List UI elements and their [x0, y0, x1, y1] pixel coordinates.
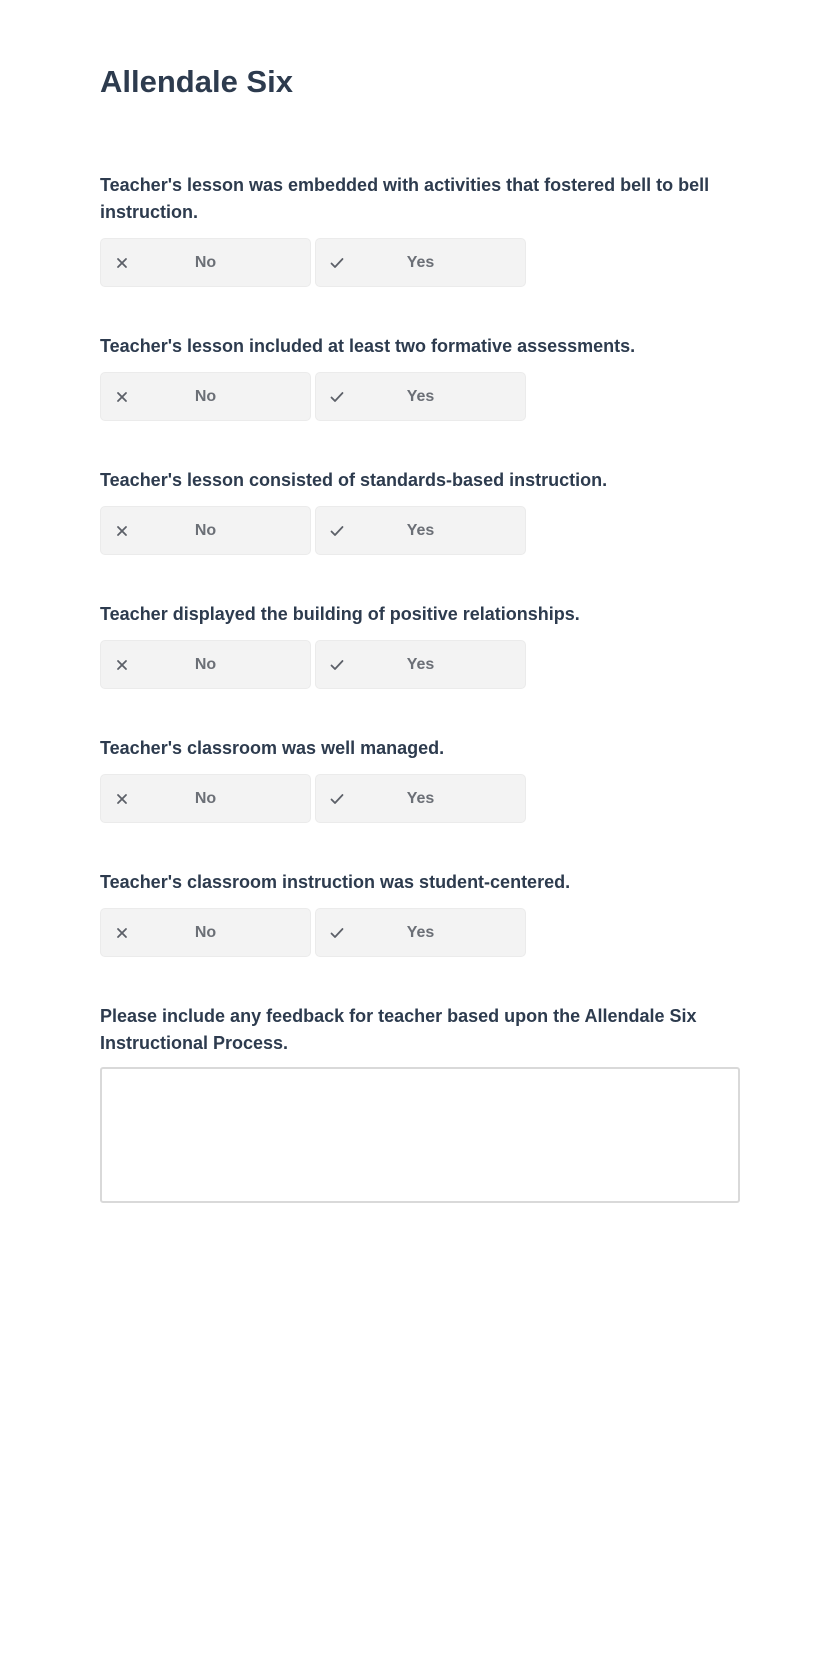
question-item: [100, 869, 740, 957]
question-item: [100, 172, 740, 287]
no-button[interactable]: [100, 372, 311, 421]
yes-label: Yes: [406, 387, 435, 405]
question-list: [100, 172, 740, 957]
answer-options: [100, 640, 740, 689]
yes-button[interactable]: [315, 640, 526, 689]
question-label: Teacher's lesson included at least two formative assessments.: [100, 336, 636, 356]
question-item: [100, 467, 740, 555]
answer-options: [100, 774, 740, 823]
question-item: [100, 601, 740, 689]
yes-button[interactable]: [315, 506, 526, 555]
question-item: [100, 735, 740, 823]
no-button[interactable]: [100, 774, 311, 823]
no-label: No: [194, 521, 217, 539]
no-button[interactable]: [100, 506, 311, 555]
no-label: No: [194, 253, 217, 271]
yes-label: Yes: [406, 655, 435, 673]
answer-options: [100, 506, 740, 555]
answer-options: [100, 238, 740, 287]
yes-label: Yes: [406, 923, 435, 941]
no-label: No: [194, 923, 217, 941]
no-label: No: [194, 789, 217, 807]
no-button[interactable]: [100, 908, 311, 957]
answer-options: [100, 372, 740, 421]
yes-button[interactable]: [315, 908, 526, 957]
no-button[interactable]: [100, 238, 311, 287]
feedback-label: Please include any feedback for teacher based upon the Allendale Six Instructional Process.: [100, 1006, 697, 1053]
yes-label: Yes: [406, 253, 435, 271]
form-page: [100, 0, 740, 1203]
answer-options: [100, 908, 740, 957]
feedback-textarea[interactable]: [100, 1067, 740, 1203]
yes-button[interactable]: [315, 774, 526, 823]
question-label: Teacher's lesson consisted of standards-based instruction.: [100, 470, 608, 490]
question-label: Teacher's classroom instruction was student-centered.: [100, 872, 571, 892]
question-item: [100, 333, 740, 421]
question-label: Teacher displayed the building of positive relationships.: [100, 604, 580, 624]
yes-label: Yes: [406, 789, 435, 807]
question-label: Teacher's lesson was embedded with activities that fostered bell to bell instruction.: [100, 175, 710, 222]
yes-button[interactable]: [315, 372, 526, 421]
question-label: Teacher's classroom was well managed.: [100, 738, 445, 758]
yes-label: Yes: [406, 521, 435, 539]
no-label: No: [194, 655, 217, 673]
feedback-section: [100, 1003, 740, 1203]
no-button[interactable]: [100, 640, 311, 689]
no-label: No: [194, 387, 217, 405]
yes-button[interactable]: [315, 238, 526, 287]
page-title: Allendale Six: [100, 64, 293, 99]
